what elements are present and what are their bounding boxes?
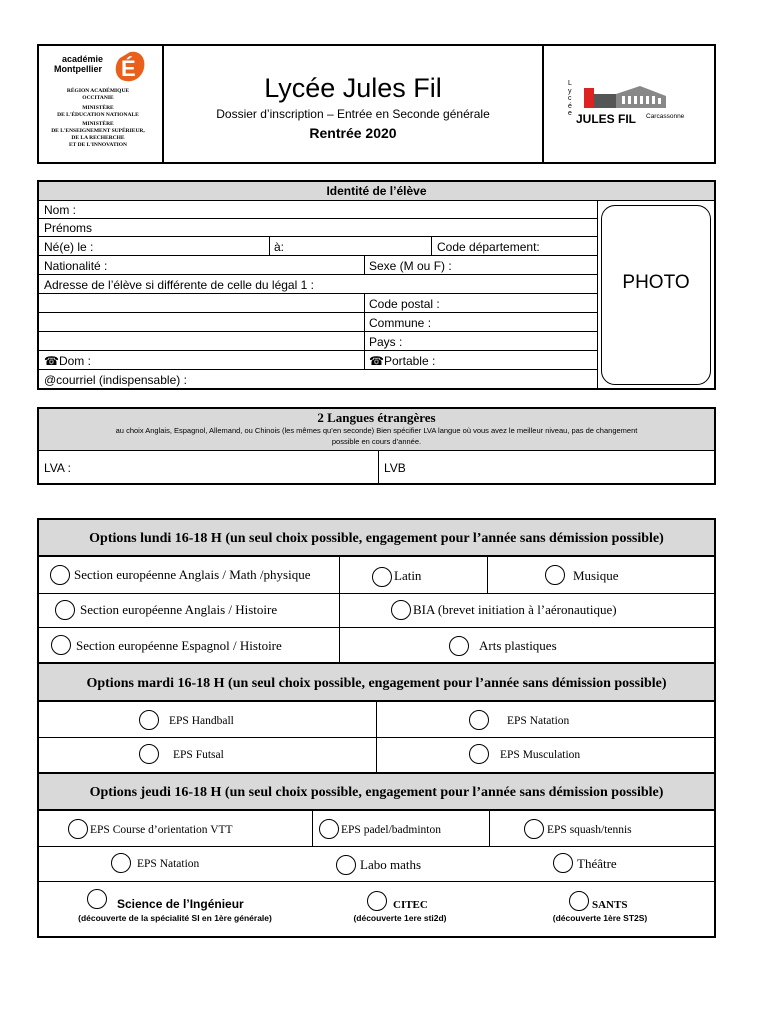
option-latin: Latin	[394, 568, 422, 583]
logo-carcassonne: Carcassonne	[646, 113, 685, 120]
field-ne-le[interactable]: Né(e) le :	[44, 240, 94, 254]
options-jeudi-title: Options jeudi 16-18 H (un seul choix possible, engagement pour l’année sans démission possible)	[89, 785, 664, 800]
radio-eps-musculation[interactable]	[469, 744, 489, 764]
logo-lycee-vertical: Lycée	[568, 80, 572, 117]
option-science-ingenieur: Science de l’Ingénieur	[117, 897, 244, 911]
radio-eps-squash[interactable]	[524, 819, 544, 839]
radio-eps-natation-mardi[interactable]	[469, 710, 489, 730]
radio-labo-maths[interactable]	[336, 855, 356, 875]
field-nationalite[interactable]: Nationalité :	[44, 259, 108, 273]
field-tel-portable[interactable]: ☎Portable :	[369, 354, 436, 368]
svg-text:É: É	[121, 56, 136, 81]
option-theatre: Théâtre	[577, 856, 617, 871]
radio-bia[interactable]	[391, 600, 411, 620]
option-arts-plastiques: Arts plastiques	[479, 638, 557, 653]
option-eps-natation-jeudi: EPS Natation	[137, 858, 200, 870]
option-citec-sub: (découverte 1ere sti2d)	[353, 913, 447, 923]
radio-eps-course-orientation[interactable]	[68, 819, 88, 839]
option-section-euro-anglais-math: Section européenne Anglais / Math /physique	[74, 567, 311, 582]
option-eps-handball: EPS Handball	[169, 715, 234, 727]
rentree-label: Rentrée 2020	[309, 125, 397, 141]
field-tel-dom[interactable]: ☎Dom :	[44, 354, 91, 368]
languages-note-2: possible en cours d’année.	[331, 437, 422, 446]
option-sants: SANTS	[592, 899, 628, 911]
radio-eps-padel[interactable]	[319, 819, 339, 839]
option-eps-musculation: EPS Musculation	[500, 749, 581, 761]
radio-section-euro-anglais-math[interactable]	[50, 565, 70, 585]
options-mardi-title: Options mardi 16-18 H (un seul choix possible, engagement pour l’année sans démission possible)	[86, 676, 667, 691]
radio-musique[interactable]	[545, 565, 565, 585]
radio-section-euro-espagnol-histoire[interactable]	[51, 635, 71, 655]
radio-theatre[interactable]	[553, 853, 573, 873]
option-bia: BIA (brevet initiation à l’aéronautique)	[413, 602, 617, 617]
radio-science-ingenieur[interactable]	[87, 889, 107, 909]
field-commune[interactable]: Commune :	[369, 316, 432, 330]
marianne-e-logo	[110, 50, 148, 84]
radio-eps-futsal[interactable]	[139, 744, 159, 764]
school-building-logo	[580, 82, 670, 112]
field-prenoms[interactable]: Prénoms	[44, 221, 93, 235]
school-title: Lycée Jules Fil	[264, 73, 442, 103]
options-lundi-title: Options lundi 16-18 H (un seul choix possible, engagement pour l’année sans démission possible)	[89, 531, 664, 546]
logo-montpellier-text: Montpellier	[54, 64, 103, 74]
logo-region: RÉGION ACADÉMIQUE OCCITANIE MINISTÈRE DE L'ÉDUCATION NATIONALE MINISTÈRE DE L'ENSEIGNEMENT SUPÉRIEUR, DE LA RECHERCHE ET DE L'INNOVATION	[51, 88, 145, 148]
field-adresse[interactable]: Adresse de l’élève si différente de celle du légal 1 :	[44, 278, 314, 292]
field-lvb[interactable]: LVB	[384, 461, 406, 475]
option-eps-futsal: EPS Futsal	[173, 749, 224, 761]
field-nom[interactable]: Nom :	[44, 203, 77, 217]
option-eps-padel: EPS padel/badminton	[341, 824, 441, 836]
header-subtitle: Dossier d’inscription – Entrée en Seconde générale	[216, 107, 490, 121]
logo-jules-fil: JULES FIL	[576, 112, 637, 126]
option-section-euro-espagnol-histoire: Section européenne Espagnol / Histoire	[76, 638, 282, 653]
languages-title: 2 Langues étrangères	[317, 410, 436, 425]
languages-note-1: au choix Anglais, Espagnol, Allemand, ou Chinois (les mêmes qu’en seconde) Bien spécifier LVA langue où vous avez le meilleur niveau, pas de changement	[115, 426, 638, 435]
academy-logo	[44, 48, 158, 158]
radio-section-euro-anglais-histoire[interactable]	[55, 600, 75, 620]
option-eps-squash: EPS squash/tennis	[547, 824, 632, 836]
option-sants-sub: (découverte 1ère ST2S)	[552, 913, 648, 923]
option-musique: Musique	[573, 568, 619, 583]
radio-latin[interactable]	[372, 567, 392, 587]
logo-academie-text: académie	[62, 54, 104, 64]
school-logo	[560, 78, 700, 128]
field-code-departement[interactable]: Code département:	[437, 240, 540, 254]
radio-citec[interactable]	[367, 891, 387, 911]
radio-eps-handball[interactable]	[139, 710, 159, 730]
radio-sants[interactable]	[569, 891, 589, 911]
option-section-euro-anglais-histoire: Section européenne Anglais / Histoire	[80, 602, 278, 617]
field-sexe[interactable]: Sexe (M ou F) :	[369, 259, 452, 273]
identity-title: Identité de l’élève	[326, 184, 427, 198]
option-eps-natation-mardi: EPS Natation	[507, 715, 570, 727]
radio-arts-plastiques[interactable]	[449, 636, 469, 656]
field-code-postal[interactable]: Code postal :	[369, 297, 440, 311]
option-eps-course-orientation: EPS Course d’orientation VTT	[90, 824, 233, 836]
field-pays[interactable]: Pays :	[369, 335, 403, 349]
photo-label: PHOTO	[622, 272, 690, 293]
field-lva[interactable]: LVA :	[44, 461, 71, 475]
option-citec: CITEC	[393, 899, 428, 911]
radio-eps-natation-jeudi[interactable]	[111, 853, 131, 873]
option-si-sub: (découverte de la spécialité SI en 1ère générale)	[78, 913, 272, 923]
field-lieu-naissance[interactable]: à:	[274, 240, 285, 254]
field-courriel[interactable]: @courriel (indispensable) :	[44, 373, 187, 387]
option-labo-maths: Labo maths	[360, 857, 422, 872]
photo-frame[interactable]	[601, 205, 711, 385]
